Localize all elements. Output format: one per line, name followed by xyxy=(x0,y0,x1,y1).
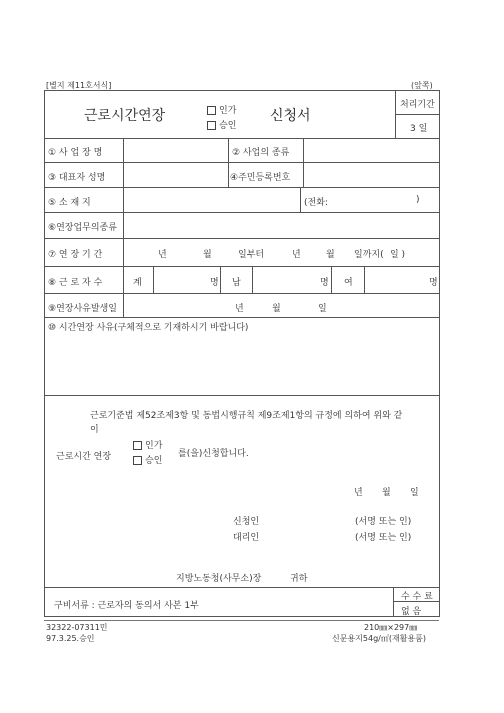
agent-signature: (서명 또는 인) xyxy=(355,533,412,543)
declaration-line-1: 근로기준법 제52조제3항 및 동법시행규칙 제9조제1항의 규정에 의하여 위와 같 xyxy=(90,411,403,421)
recipient: 지방노동청(사무소)장 xyxy=(176,574,262,584)
checkbox-icon[interactable] xyxy=(207,121,216,130)
period-days: 일 ) xyxy=(390,250,406,260)
paper-type: 신문용지54g/㎡(재활용품) xyxy=(332,634,427,643)
date-month: 월 xyxy=(382,488,391,498)
period-year-1: 년 xyxy=(158,250,167,260)
required-documents: 구비서류 : 근로자의 동의서 사본 1부 xyxy=(54,601,199,611)
period-until: 일까지( xyxy=(354,250,384,260)
female-label: 여 xyxy=(344,278,353,288)
applicant-signature: (서명 또는 인) xyxy=(355,517,412,527)
checkbox-icon[interactable] xyxy=(207,106,216,115)
form-number: [별지 제11호서식] xyxy=(46,81,112,90)
resident-number-label: ④주민등록번호 xyxy=(230,173,291,183)
reason-date-day: 일 xyxy=(318,304,327,314)
period-month-2: 월 xyxy=(326,250,335,260)
date-year: 년 xyxy=(354,488,363,498)
work-type-label: ⑥연장업무의종류 xyxy=(48,223,117,233)
agent-label: 대리인 xyxy=(233,533,260,543)
checkbox-icon[interactable] xyxy=(133,441,142,450)
representative-label: ③ 대표자 성명 xyxy=(48,173,106,183)
male-label: 남 xyxy=(232,278,241,288)
recipient-honorific: 귀하 xyxy=(290,574,308,584)
processing-value: 3 일 xyxy=(410,124,428,134)
period-year-2: 년 xyxy=(292,250,301,260)
phone-label: (전화: xyxy=(304,198,328,208)
declaration-option-consent[interactable]: 승인 xyxy=(133,453,162,466)
page-side: (앞쪽) xyxy=(411,81,433,90)
applicant-label: 신청인 xyxy=(233,517,260,527)
processing-label: 처리기간 xyxy=(400,100,435,110)
declaration-option-approval[interactable]: 인가 xyxy=(133,438,162,451)
period-from: 일부터 xyxy=(238,250,265,260)
title-option-approval[interactable]: 인가 xyxy=(207,103,236,116)
title-option-consent[interactable]: 승인 xyxy=(207,118,236,131)
address-label: ⑤ 소 재 지 xyxy=(48,198,91,208)
declaration-label: 근로시간 연장 xyxy=(56,452,112,462)
form-title: 근로시간연장 xyxy=(84,108,166,124)
period-month-1: 월 xyxy=(203,250,212,260)
paper-size: 210㎜×297㎜ xyxy=(364,623,418,632)
fee-label: 수 수 료 xyxy=(401,592,433,602)
worker-count-label: ⑧ 근 로 자 수 xyxy=(48,278,103,288)
female-unit: 명 xyxy=(429,278,438,288)
male-unit: 명 xyxy=(320,278,329,288)
form-title-suffix: 신청서 xyxy=(270,108,311,124)
approval-date: 97.3.25.승인 xyxy=(46,634,95,643)
declaration-line-2: 이 xyxy=(90,425,99,435)
business-name-label: ① 사 업 장 명 xyxy=(48,148,103,158)
form-code: 32322-07311민 xyxy=(46,623,108,632)
extension-period-label: ⑦ 연 장 기 간 xyxy=(48,250,103,260)
business-type-label: ② 사업의 종류 xyxy=(232,148,290,158)
fee-value: 없 음 xyxy=(401,607,422,617)
extension-reason-label: ⑩ 시간연장 사유(구체적으로 기재하시기 바랍니다) xyxy=(48,323,249,333)
declaration-tail: 를(을)신청합니다. xyxy=(178,449,249,459)
checkbox-icon[interactable] xyxy=(133,456,142,465)
reason-date-month: 월 xyxy=(272,304,281,314)
reason-date-label: ⑨연장사유발생일 xyxy=(48,304,117,314)
date-day: 일 xyxy=(410,488,419,498)
phone-close: ) xyxy=(416,195,420,205)
total-unit: 명 xyxy=(210,278,219,288)
reason-date-year: 년 xyxy=(235,304,244,314)
total-label: 계 xyxy=(133,278,142,288)
